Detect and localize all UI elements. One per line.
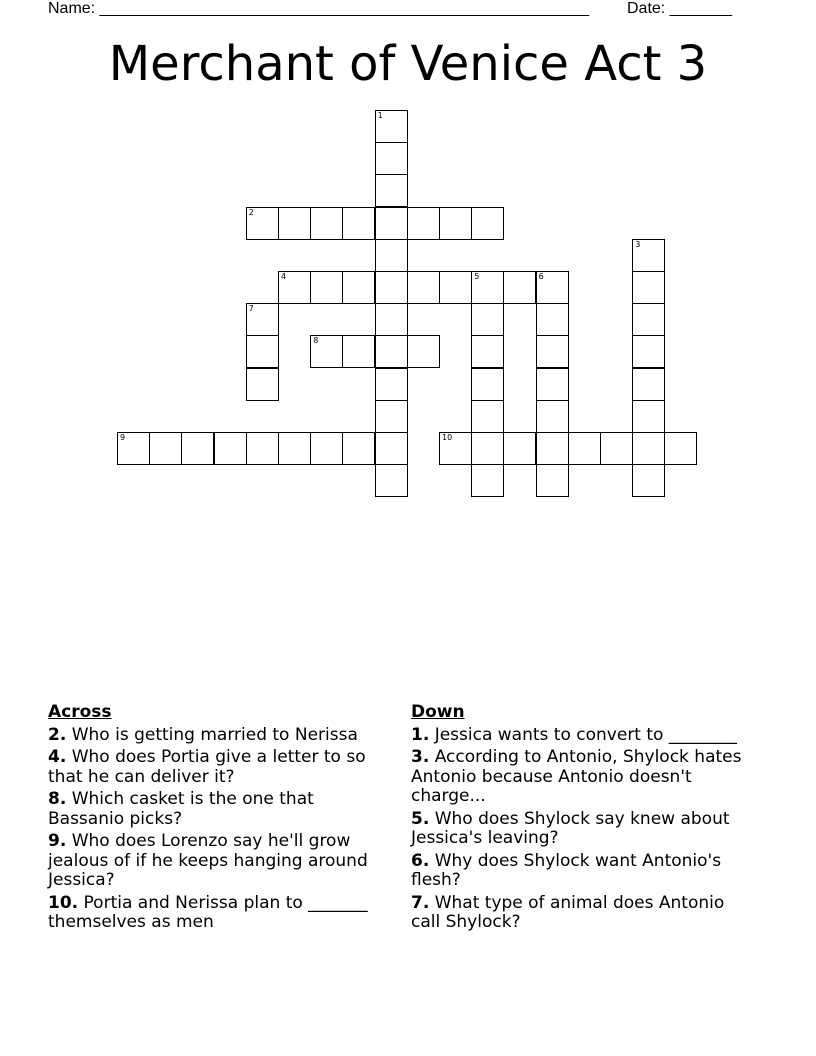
crossword-cell[interactable] (375, 110, 408, 143)
crossword-cell[interactable] (342, 207, 375, 240)
crossword-cell[interactable] (342, 271, 375, 304)
clue-text: Why does Shylock want Antonio's flesh? (411, 850, 722, 890)
crossword-cell[interactable] (246, 335, 279, 368)
clue-text: Jessica wants to convert to ________ (434, 724, 737, 745)
clue-number: 6. (411, 850, 430, 871)
crossword-cell[interactable] (246, 207, 279, 240)
crossword-cell[interactable] (536, 432, 569, 465)
crossword-cell[interactable] (278, 271, 311, 304)
crossword-cell[interactable] (664, 432, 697, 465)
crossword-cell[interactable] (632, 368, 665, 401)
crossword-cell[interactable] (471, 303, 504, 336)
crossword-cell[interactable] (632, 432, 665, 465)
crossword-cell[interactable] (278, 207, 311, 240)
crossword-cell[interactable] (375, 207, 408, 240)
clue-text: Who does Portia give a letter to so that he can deliver it? (48, 747, 366, 787)
crossword-cell[interactable] (632, 400, 665, 433)
clue-number: 3. (411, 747, 430, 767)
cell-number: 3 (635, 239, 641, 249)
crossword-cell[interactable] (471, 207, 504, 240)
crossword-cell[interactable] (342, 335, 375, 368)
crossword-cell[interactable] (375, 239, 408, 272)
clue-number: 4. (48, 747, 67, 767)
page-title: Merchant of Venice Act 3 (108, 36, 708, 92)
clue-text: Who is getting married to Nerissa (71, 724, 358, 745)
crossword-cell[interactable] (407, 271, 440, 304)
cell-number: 9 (120, 433, 126, 442)
crossword-cell[interactable] (407, 335, 440, 368)
clue-text: Which casket is the one that Bassanio picks? (48, 789, 314, 829)
crossword-cell[interactable] (439, 432, 472, 465)
across-clue-9 (48, 832, 394, 891)
crossword-cell[interactable] (375, 400, 408, 433)
crossword-cell[interactable] (181, 432, 214, 465)
crossword-cell[interactable] (632, 464, 665, 497)
crossword-cell[interactable] (503, 271, 536, 304)
cell-number: 2 (248, 207, 254, 217)
crossword-cell[interactable] (536, 335, 569, 368)
cell-number: 4 (281, 272, 287, 281)
crossword-cell[interactable] (375, 335, 408, 368)
across-clue-10 (48, 894, 394, 933)
down-heading: Down (411, 702, 465, 722)
crossword-cell[interactable] (149, 432, 182, 465)
crossword-cell[interactable] (536, 368, 569, 401)
crossword-cell[interactable] (246, 368, 279, 401)
clue-text: What type of animal does Antonio call Shylock? (411, 892, 725, 932)
crossword-cell[interactable] (536, 400, 569, 433)
crossword-cell[interactable] (117, 432, 150, 465)
crossword-cell[interactable] (632, 271, 665, 304)
clue-number: 5. (411, 808, 430, 829)
crossword-cell[interactable] (375, 303, 408, 336)
crossword-cell[interactable] (375, 271, 408, 304)
crossword-cell[interactable] (246, 303, 279, 336)
crossword-cell[interactable] (600, 432, 633, 465)
crossword-cell[interactable] (310, 335, 343, 368)
crossword-cell[interactable] (439, 271, 472, 304)
crossword-cell[interactable] (278, 432, 311, 465)
crossword-cell[interactable] (310, 432, 343, 465)
crossword-cell[interactable] (407, 207, 440, 240)
crossword-cell[interactable] (471, 432, 504, 465)
crossword-cell[interactable] (471, 271, 504, 304)
crossword-cell[interactable] (342, 432, 375, 465)
crossword-cell[interactable] (375, 464, 408, 497)
clue-number: 9. (48, 831, 67, 851)
crossword-cell[interactable] (310, 271, 343, 304)
down-clue-3 (411, 748, 757, 807)
across-clue-8 (48, 790, 394, 829)
date-field-line: Date: _______ (627, 0, 732, 17)
crossword-cell[interactable] (471, 400, 504, 433)
cell-number: 7 (248, 304, 254, 314)
clue-number: 8. (48, 789, 67, 809)
down-clue-5 (411, 810, 757, 849)
clue-text: According to Antonio, Shylock hates Antonio because Antonio doesn't charge... (411, 747, 742, 806)
clue-text: Portia and Nerissa plan to _______ themselves as men (48, 892, 368, 932)
crossword-cell[interactable] (439, 207, 472, 240)
name-field-line: Name: _______________________________________________________ (48, 0, 589, 17)
down-clue-7 (411, 894, 757, 933)
clue-number: 10. (48, 892, 79, 913)
crossword-cell[interactable] (471, 368, 504, 401)
cell-number: 6 (538, 272, 544, 281)
crossword-cell[interactable] (375, 174, 408, 207)
crossword-cell[interactable] (536, 464, 569, 497)
crossword-cell[interactable] (568, 432, 601, 465)
down-clue-1 (411, 726, 757, 746)
cell-number: 8 (313, 336, 319, 346)
crossword-cell[interactable] (632, 303, 665, 336)
clue-number: 2. (48, 724, 67, 745)
crossword-cell[interactable] (375, 432, 408, 465)
crossword-cell[interactable] (503, 432, 536, 465)
crossword-cell[interactable] (375, 142, 408, 175)
down-clues (411, 703, 757, 936)
clue-number: 1. (411, 724, 430, 745)
crossword-cell[interactable] (471, 335, 504, 368)
clue-text: Who does Shylock say knew about Jessica's leaving? (411, 808, 730, 848)
crossword-cell[interactable] (246, 432, 279, 465)
clue-number: 7. (411, 892, 430, 913)
across-clues (48, 703, 394, 936)
crossword-cell[interactable] (632, 239, 665, 272)
cell-number: 10 (442, 433, 453, 442)
crossword-cell[interactable] (214, 432, 247, 465)
crossword-cell[interactable] (375, 368, 408, 401)
cell-number: 5 (474, 272, 480, 281)
across-heading: Across (48, 702, 112, 722)
crossword-cell[interactable] (310, 207, 343, 240)
crossword-cell[interactable] (536, 303, 569, 336)
crossword-cell[interactable] (632, 335, 665, 368)
down-clue-6 (411, 852, 757, 891)
across-clue-4 (48, 748, 394, 787)
crossword-cell[interactable] (536, 271, 569, 304)
across-clue-2 (48, 726, 394, 746)
crossword-cell[interactable] (471, 464, 504, 497)
crossword-grid (0, 0, 816, 520)
cell-number: 1 (377, 111, 383, 120)
clue-text: Who does Lorenzo say he'll grow jealous of if he keeps hanging around Jessica? (48, 831, 368, 890)
